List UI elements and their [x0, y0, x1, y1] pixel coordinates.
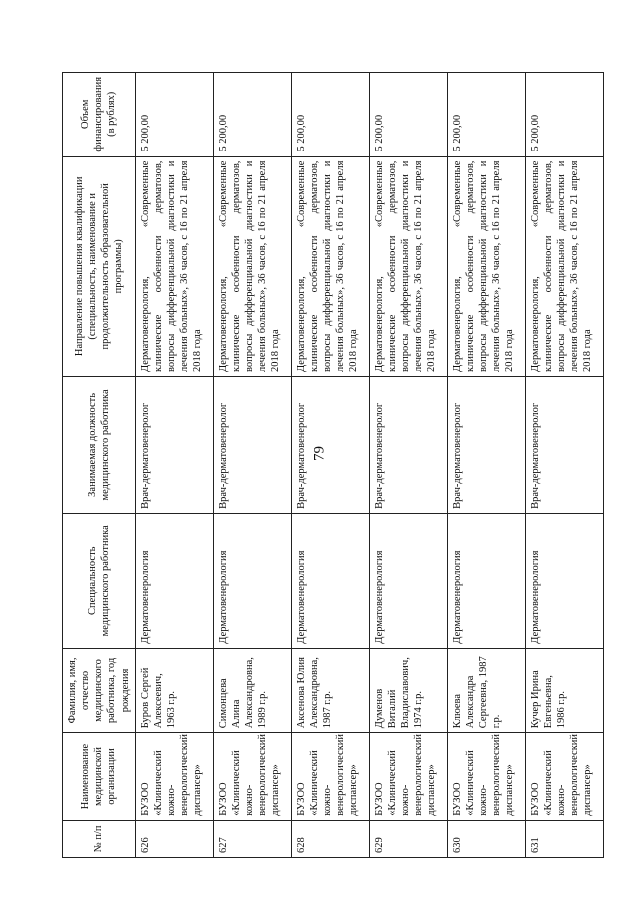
cell-num: 627 [213, 820, 291, 857]
cell-organization: БУЗОО «Клинический кожно-венерологический диспансер» [369, 733, 447, 821]
cell-training-direction: Дерматовенерология, «Современные клинические особенности дерматозов, вопросы дифференциальной диагностики и лечения больных», 36 часов, с 16 по 21 апреля 2018 года [135, 156, 213, 376]
table-row [291, 73, 369, 858]
cell-financing: 5 200,00 [135, 73, 213, 157]
cell-financing: 5 200,00 [447, 73, 525, 157]
header-organization: Наименование медицинской организации [63, 733, 136, 821]
cell-num: 626 [135, 820, 213, 857]
cell-specialty: Дерматовенерология [447, 513, 525, 648]
header-full-name: Фамилия, имя, отчество медицинского работника, год рождения [63, 648, 136, 733]
cell-full-name: Думенов Виталий Владиславович, 1974 г.р. [369, 648, 447, 733]
rotated-table-container [62, 72, 596, 858]
cell-position: Врач-дерматовенеролог [369, 376, 447, 513]
cell-organization: БУЗОО «Клинический кожно-венерологический диспансер» [213, 733, 291, 821]
cell-organization: БУЗОО «Клинический кожно-венерологический диспансер» [291, 733, 369, 821]
cell-full-name: Кучер Ирина Евгеньевна, 1986 г.р. [525, 648, 603, 733]
cell-full-name: Симонцева Алина Александровна, 1989 г.р. [213, 648, 291, 733]
header-position: Занимаемая должность медицинского работника [63, 376, 136, 513]
cell-training-direction: Дерматовенерология, «Современные клинические особенности дерматозов, вопросы дифференциальной диагностики и лечения больных», 36 часов, с 16 по 21 апреля 2018 года [369, 156, 447, 376]
cell-organization: БУЗОО «Клинический кожно-венерологический диспансер» [135, 733, 213, 821]
table-row [135, 73, 213, 858]
table-row [213, 73, 291, 858]
header-specialty: Специальность медицинского работника [63, 513, 136, 648]
cell-num: 630 [447, 820, 525, 857]
cell-position: Врач-дерматовенеролог [213, 376, 291, 513]
cell-position: Врач-дерматовенеролог [291, 376, 369, 513]
page-number: 79 [311, 446, 328, 461]
cell-specialty: Дерматовенерология [135, 513, 213, 648]
table-row [525, 73, 603, 858]
cell-financing: 5 200,00 [369, 73, 447, 157]
cell-training-direction: Дерматовенерология, «Современные клинические особенности дерматозов, вопросы дифференциальной диагностики и лечения больных», 36 часов, с 16 по 21 апреля 2018 года [213, 156, 291, 376]
cell-num: 628 [291, 820, 369, 857]
table-row [447, 73, 525, 858]
cell-training-direction: Дерматовенерология, «Современные клинические особенности дерматозов, вопросы дифференциальной диагностики и лечения больных», 36 часов, с 16 по 21 апреля 2018 года [447, 156, 525, 376]
header-financing: Объем финансирования (в рублях) [63, 73, 136, 157]
table-header-row [63, 73, 136, 858]
training-table [62, 72, 604, 858]
cell-training-direction: Дерматовенерология, «Современные клинические особенности дерматозов, вопросы дифференциальной диагностики и лечения больных», 36 часов, с 16 по 21 апреля 2018 года [525, 156, 603, 376]
cell-organization: БУЗОО «Клинический кожно-венерологический диспансер» [447, 733, 525, 821]
cell-specialty: Дерматовенерология [213, 513, 291, 648]
cell-full-name: Буров Сергей Алексеевич, 1963 г.р. [135, 648, 213, 733]
cell-position: Врач-дерматовенеролог [135, 376, 213, 513]
cell-financing: 5 200,00 [525, 73, 603, 157]
cell-financing: 5 200,00 [213, 73, 291, 157]
header-training-direction: Направление повышения квалификации (специальность, наименование и продолжительность образовательной программы) [63, 156, 136, 376]
header-num: № п/п [63, 820, 136, 857]
cell-full-name: Клюева Александра Сергеевна, 1987 г.р. [447, 648, 525, 733]
table-row [369, 73, 447, 858]
cell-num: 631 [525, 820, 603, 857]
cell-position: Врач-дерматовенеролог [525, 376, 603, 513]
cell-specialty: Дерматовенерология [291, 513, 369, 648]
cell-full-name: Аксенова Юлия Александровна, 1987 г.р. [291, 648, 369, 733]
cell-position: Врач-дерматовенеролог [447, 376, 525, 513]
cell-financing: 5 200,00 [291, 73, 369, 157]
cell-specialty: Дерматовенерология [369, 513, 447, 648]
cell-organization: БУЗОО «Клинический кожно-венерологический диспансер» [525, 733, 603, 821]
cell-num: 629 [369, 820, 447, 857]
cell-training-direction: Дерматовенерология, «Современные клинические особенности дерматозов, вопросы дифференциальной диагностики и лечения больных», 36 часов, с 16 по 21 апреля 2018 года [291, 156, 369, 376]
cell-specialty: Дерматовенерология [525, 513, 603, 648]
